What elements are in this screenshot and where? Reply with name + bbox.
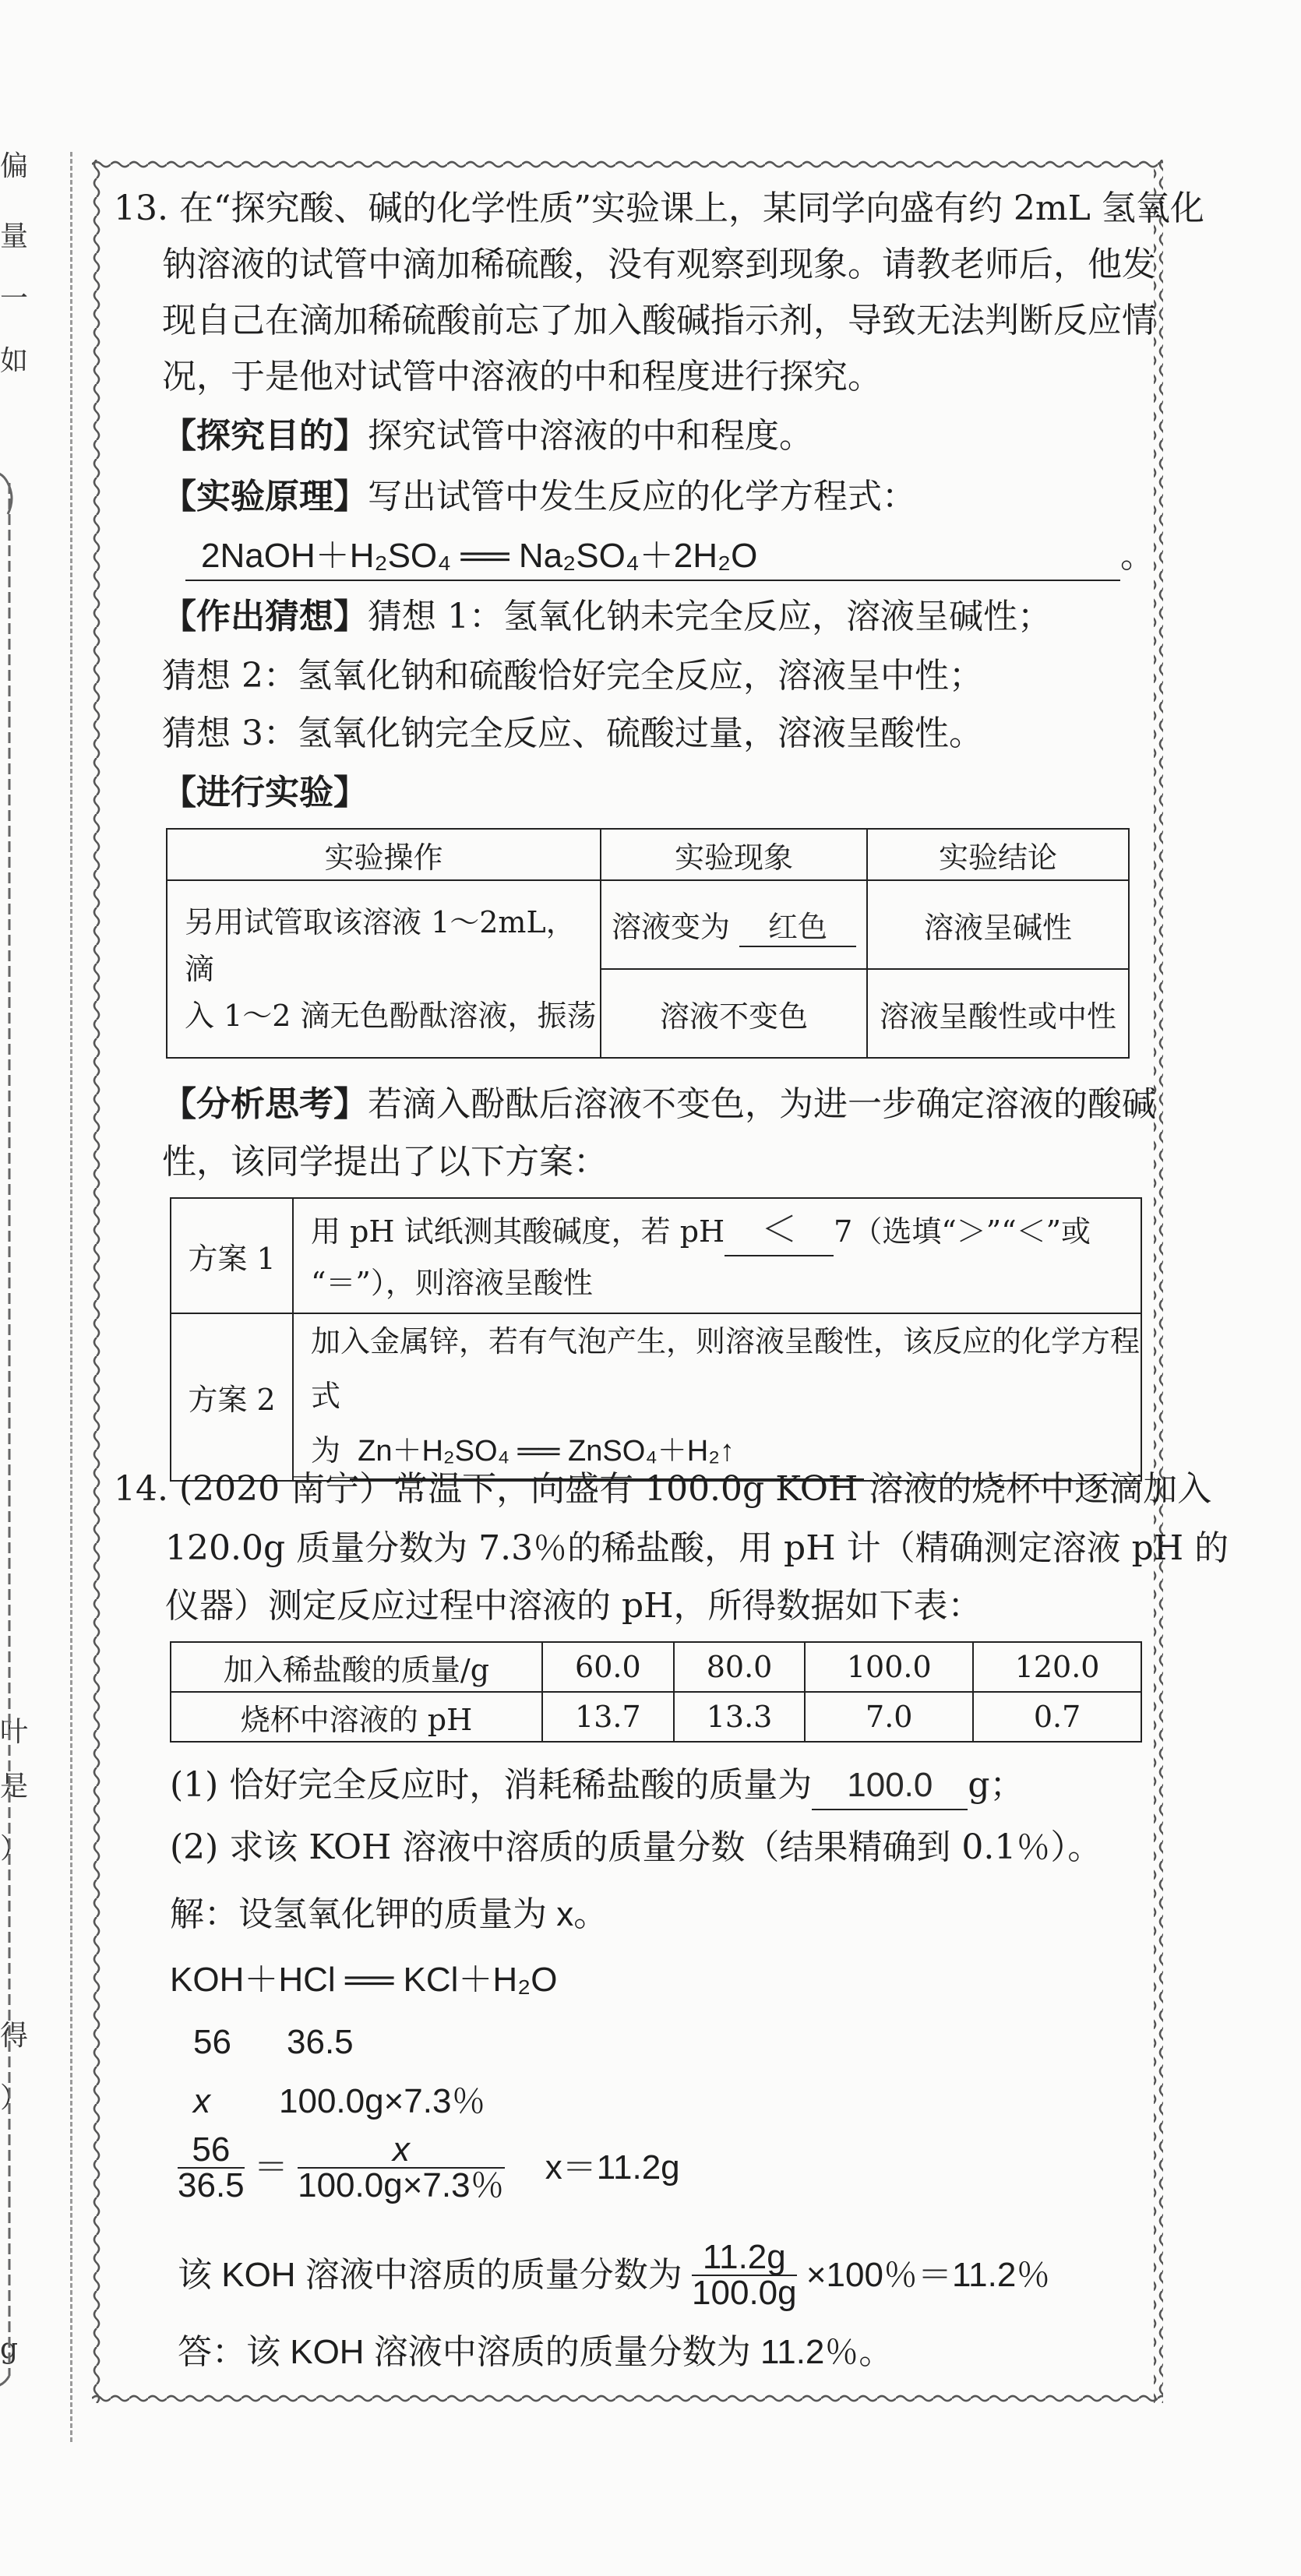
purpose-label: 【探究目的】: [162, 416, 368, 456]
page-divider: [70, 152, 72, 2442]
principle-line: [162, 474, 916, 520]
edge-char: 是: [0, 1771, 29, 1802]
q14-line: 120.0g 质量分数为 7.3％的稀盐酸，用 pH 计（精确测定溶液 pH 的: [165, 1528, 1229, 1568]
q13-line: 13. 在“探究酸、碱的化学性质”实验课上，某同学向盛有约 2mL 氢氧化: [114, 189, 1204, 228]
ratio-hcl: 36.5: [287, 2023, 354, 2061]
analysis-line: [162, 1081, 1156, 1128]
edge-char: 偏: [0, 150, 29, 182]
plan-1-prefix: 用 pH 试纸测其酸碱度，若 pH: [311, 1214, 725, 1249]
plan-1-name: 方案 1: [171, 1198, 293, 1313]
table-cell: 0.7: [973, 1692, 1141, 1742]
col-header: 实验现象: [601, 829, 867, 880]
fraction-denominator: 100.0g×7.3％: [298, 2166, 505, 2204]
edge-char: 如: [0, 345, 29, 377]
plan-2-cell: [293, 1313, 1141, 1481]
guess-2: 猜想 2：氢氧化钠和硫酸恰好完全反应，溶液呈中性；: [162, 656, 983, 696]
sub-question-2: (2) 求该 KOH 溶液中溶质的质量分数（结果精确到 0.1％）。: [170, 1827, 1102, 1867]
plan-2-prefix: 为: [311, 1433, 341, 1468]
table-cell: 60.0: [542, 1642, 674, 1692]
fraction-denominator: 100.0g: [692, 2274, 797, 2312]
guess-3: 猜想 3：氢氧化钠完全反应、硫酸过量，溶液呈酸性。: [162, 714, 983, 753]
fraction-numerator: x: [298, 2133, 504, 2169]
edge-char: ）: [0, 1833, 29, 1865]
left-page-frame: [0, 467, 19, 2391]
plan-1-answer: ＜: [725, 1203, 834, 1256]
phenomenon-2: 溶液不变色: [601, 969, 867, 1058]
sub1-suffix: g；: [968, 1765, 1024, 1805]
table-cell: 100.0: [805, 1642, 973, 1692]
operation-line: 入 1～2 滴无色酚酞溶液，振荡: [185, 999, 597, 1033]
conclusion-2: 溶液呈酸性或中性: [867, 969, 1129, 1058]
hcl-mass: 100.0g×7.3％: [279, 2082, 486, 2120]
plan-2-answer: Zn＋H₂SO₄ ══ ZnSO₄＋H₂↑: [350, 1424, 864, 1480]
col-header: 实验结论: [867, 829, 1129, 880]
ph-data-table: [170, 1641, 1142, 1743]
fraction-numerator: 56: [178, 2133, 245, 2169]
col-header: 实验操作: [167, 829, 601, 880]
x-result: x＝11.2g: [545, 2148, 680, 2187]
var-x: x: [193, 2082, 210, 2120]
edge-char: 量: [0, 220, 29, 252]
edge-char: 叶: [0, 1716, 29, 1748]
fraction: [178, 2130, 245, 2204]
purpose-text: 探究试管中溶液的中和程度。: [368, 416, 813, 456]
edge-char: ）: [0, 2082, 29, 2114]
percent-line: [178, 2240, 1050, 2310]
equation-end: 。: [1120, 536, 1155, 576]
guess-1: 猜想 1：氢氧化钠未完全反应，溶液呈碱性；: [368, 597, 1052, 636]
edge-char: g: [0, 2333, 19, 2365]
analysis-text: 若滴入酚酞后溶液不变色，为进一步确定溶液的酸碱: [368, 1084, 1156, 1124]
table-cell: 13.3: [674, 1692, 806, 1742]
phenomenon-1-prefix: 溶液变为: [611, 909, 730, 944]
solution-line: 解：设氢氧化钾的质量为 x。: [170, 1895, 608, 1933]
experiment-label: 【进行实验】: [162, 773, 368, 812]
sub1-prefix: (1) 恰好完全反应时，消耗稀盐酸的质量为: [170, 1765, 813, 1805]
analysis-line-2: 性，该同学提出了以下方案：: [162, 1142, 608, 1182]
fraction-denominator: 36.5: [178, 2166, 245, 2204]
phenomenon-cell: [601, 880, 867, 969]
experiment-table: [166, 828, 1130, 1059]
plan-table: [170, 1197, 1142, 1482]
plan-1-suffix: 7（选填“＞”“＜”或: [834, 1214, 1091, 1249]
plan-1-line-2: “＝”），则溶液呈酸性: [311, 1265, 593, 1300]
equation-line: [185, 533, 1155, 581]
q14-line: 14. (2020 南宁）常温下，向盛有 100.0g KOH 溶液的烧杯中逐滴加入: [114, 1469, 1212, 1509]
principle-text: 写出试管中发生反应的化学方程式：: [368, 477, 916, 516]
row-label: 加入稀盐酸的质量/g: [171, 1642, 542, 1692]
q13-line: 钠溶液的试管中滴加稀硫酸，没有观察到现象。请教老师后，他发: [162, 245, 1156, 284]
fraction: [692, 2240, 797, 2310]
table-cell: 13.7: [542, 1692, 674, 1742]
edge-char: 一: [0, 283, 29, 315]
plan-2-name: 方案 2: [171, 1313, 293, 1481]
q13-line: 现自己在滴加稀硫酸前忘了加入酸碱指示剂，导致无法判断反应情: [162, 301, 1156, 340]
table-cell: 7.0: [805, 1692, 973, 1742]
proportion-line: $\frac{56}{36.5}$ ＝ $\frac{x}{100.0g\times 7.3\%}$ x＝11.2g: [178, 2130, 680, 2204]
conclusion-1: 溶液呈碱性: [867, 880, 1129, 969]
operation-cell: [167, 880, 601, 1058]
solution-equation: KOH＋HCl ══ KCl＋H₂O: [170, 1961, 558, 1999]
edge-char: 得: [0, 2020, 29, 2052]
plan-2-line-1: 加入金属锌，若有气泡产生，则溶液呈酸性，该反应的化学方程式: [311, 1324, 1141, 1413]
analysis-label: 【分析思考】: [162, 1084, 368, 1124]
purpose-line: [162, 413, 813, 460]
fraction-numerator: 11.2g: [692, 2240, 797, 2276]
ratio-koh: 56: [193, 2023, 231, 2061]
equation-answer: 2NaOH＋H₂SO₄ ══ Na₂SO₄＋2H₂O: [185, 533, 1120, 581]
percent-suffix: ×100％＝11.2％: [806, 2256, 1051, 2294]
table-cell: 80.0: [674, 1642, 806, 1692]
plan-1-cell: [293, 1198, 1141, 1313]
principle-label: 【实验原理】: [162, 477, 368, 516]
guess-label: 【作出猜想】: [162, 597, 368, 636]
q14-line: 仪器）测定反应过程中溶液的 pH，所得数据如下表：: [165, 1586, 982, 1626]
sub1-answer: 100.0: [812, 1762, 968, 1810]
fraction: [298, 2130, 505, 2204]
operation-line: 另用试管取该溶液 1～2mL，滴: [185, 905, 576, 986]
guess-line: [162, 594, 1052, 640]
final-answer: 答：该 KOH 溶液中溶质的质量分数为 11.2％。: [178, 2333, 894, 2371]
table-cell: 120.0: [973, 1642, 1141, 1692]
q13-line: 况，于是他对试管中溶液的中和程度进行探究。: [162, 357, 882, 396]
phenomenon-1-answer: 红色: [739, 903, 856, 947]
percent-prefix: 该 KOH 溶液中溶质的质量分数为: [178, 2256, 682, 2294]
row-label: 烧杯中溶液的 pH: [171, 1692, 542, 1742]
sub-question-1: [170, 1762, 1024, 1810]
